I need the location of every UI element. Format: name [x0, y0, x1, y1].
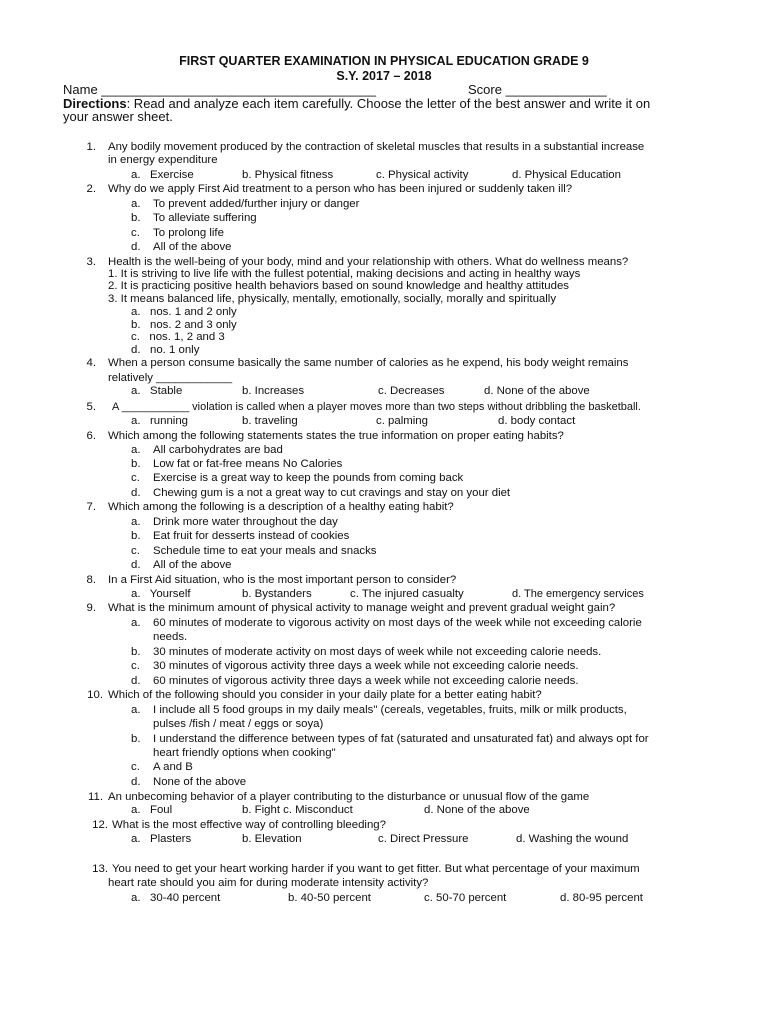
question-text: relatively ____________	[108, 372, 233, 384]
question-number: 1.	[86, 141, 96, 153]
option-d-letter: d.	[131, 559, 141, 571]
option-b: b. Increases	[242, 385, 305, 397]
option-d: d. The emergency services	[512, 588, 644, 600]
option-d: d. no. 1 only	[131, 344, 200, 356]
option-a: a. 30-40 percent	[131, 892, 221, 904]
option-d-letter: d.	[131, 241, 141, 253]
question-text: Which among the following is a description of a healthy eating habit?	[108, 501, 454, 513]
option-c: To prolong life	[153, 227, 224, 239]
question-number: 9.	[86, 602, 96, 614]
option-c: c. The injured casualty	[350, 588, 464, 600]
option-c: 30 minutes of vigorous activity three days a week while not exceeding calorie needs.	[153, 660, 579, 672]
option-b: Low fat or fat-free means No Calories	[153, 458, 343, 470]
option-d: All of the above	[153, 559, 232, 571]
option-a: Drink more water throughout the day	[153, 516, 338, 528]
option-b: To alleviate suffering	[153, 212, 257, 224]
option-a: To prevent added/further injury or danger	[153, 198, 360, 210]
option-c-letter: c.	[131, 761, 140, 773]
option-d: d. Washing the wound	[516, 833, 629, 845]
question-text: What is the most effective way of controlling bleeding?	[112, 819, 386, 831]
directions-text: : Read and analyze each item carefully. Choose the letter of the best answer and write it on	[126, 96, 651, 111]
option-a: a. Plasters	[131, 833, 192, 845]
option-b: b. nos. 2 and 3 only	[131, 319, 237, 331]
question-number: 12.	[92, 819, 108, 831]
option-d: d. None of the above	[484, 385, 590, 397]
option-b: b. Bystanders	[242, 588, 312, 600]
option-d: d. None of the above	[424, 804, 530, 816]
school-year: S.Y. 2017 – 2018	[336, 69, 432, 83]
option-a-cont: pulses /fish / meat / eggs or soya)	[153, 718, 324, 730]
option-b: b. Physical fitness	[242, 169, 334, 181]
question-text: Health is the well-being of your body, mind and your relationship with others. What do wellness means?	[108, 256, 629, 268]
option-d: d. Physical Education	[512, 169, 621, 181]
option-b: b. traveling	[242, 415, 298, 427]
statement-3: 3. It means balanced life, physically, mentally, emotionally, socially, morally and spiritually	[108, 293, 557, 305]
option-b-letter: b.	[131, 733, 141, 745]
option-d: 60 minutes of vigorous activity three days a week while not exceeding calorie needs.	[153, 675, 579, 687]
option-c: Schedule time to eat your meals and snacks	[153, 545, 377, 557]
question-text: A ___________ violation is called when a player moves more than two steps without dribbling the basketball.	[112, 401, 641, 413]
question-text: An unbecoming behavior of a player contributing to the disturbance or unusual flow of the game	[108, 791, 590, 803]
question-text: What is the minimum amount of physical activity to manage weight and prevent gradual weight gain?	[108, 602, 616, 614]
option-d: All of the above	[153, 241, 232, 253]
option-b-cont: heart friendly options when cooking"	[153, 747, 336, 759]
question-number: 11.	[88, 791, 103, 803]
question-text: In a First Aid situation, who is the most important person to consider?	[108, 574, 457, 586]
option-d: d. body contact	[498, 415, 576, 427]
statement-1: 1. It is striving to live life with the fullest potential, making decisions and acting in healthy ways	[108, 268, 581, 280]
question-number: 10.	[87, 689, 103, 701]
option-c: c. Direct Pressure	[378, 833, 469, 845]
statement-2: 2. It is practicing positive health behaviors based on sound knowledge and healthy attitudes	[108, 280, 569, 292]
option-d-letter: d.	[131, 776, 141, 788]
option-c: c. nos. 1, 2 and 3	[131, 331, 225, 343]
question-text: Which of the following should you consider in your daily plate for a better eating habit?	[108, 689, 542, 701]
option-c: c. Physical activity	[376, 169, 469, 181]
option-a-letter: a.	[131, 444, 141, 456]
option-b: 30 minutes of moderate activity on most days of week while not exceeding calorie needs.	[153, 646, 602, 658]
option-c: c. palming	[376, 415, 428, 427]
option-b: b. 40-50 percent	[288, 892, 371, 904]
question-text: When a person consume basically the same number of calories as he expend, his body weight remains	[108, 357, 629, 369]
option-c-letter: c.	[131, 660, 140, 672]
exam-title: FIRST QUARTER EXAMINATION IN PHYSICAL EDUCATION GRADE 9	[179, 54, 589, 68]
option-c-letter: c.	[131, 472, 140, 484]
option-c-letter: c.	[131, 227, 140, 239]
question-number: 5.	[86, 401, 96, 413]
option-a-cont: needs.	[153, 631, 188, 643]
option-a: 60 minutes of moderate to vigorous activity on most days of the week while not exceeding calorie	[153, 617, 642, 629]
option-d: None of the above	[153, 776, 247, 788]
option-c-letter: c.	[131, 545, 140, 557]
directions-text-2: your answer sheet.	[63, 109, 173, 124]
option-c: A and B	[153, 761, 193, 773]
option-d-letter: d.	[131, 487, 141, 499]
score-field: Score ______________	[468, 82, 607, 97]
question-text: Which among the following statements states the true information on proper eating habits?	[108, 430, 564, 442]
question-text: You need to get your heart working harder if you want to get fitter. But what percentage of your maximum	[112, 863, 640, 875]
option-a: I include all 5 food groups in my daily meals" (cereals, vegetables, fruits, milk or milk products,	[153, 704, 627, 716]
question-text: in energy expenditure	[108, 154, 218, 166]
question-text: Any bodily movement produced by the contraction of skeletal muscles that results in a substantial increase	[108, 141, 645, 153]
option-b: Eat fruit for desserts instead of cookies	[153, 530, 350, 542]
option-a: a. Stable	[131, 385, 183, 397]
option-a: a. running	[131, 415, 188, 427]
option-c: c. 50-70 percent	[424, 892, 507, 904]
option-a: a. nos. 1 and 2 only	[131, 306, 237, 318]
question-text: heart rate should you aim for during moderate intensity activity?	[108, 877, 429, 889]
question-text: Why do we apply First Aid treatment to a person who has been injured or suddenly taken ill?	[108, 183, 573, 195]
question-number: 6.	[86, 430, 96, 442]
question-number: 2.	[86, 183, 96, 195]
option-d-letter: d.	[131, 675, 141, 687]
option-b-letter: b.	[131, 458, 141, 470]
option-c: c. Decreases	[378, 385, 445, 397]
option-a-letter: a.	[131, 617, 141, 629]
option-a: a. Exercise	[131, 169, 194, 181]
question-number: 8.	[86, 574, 96, 586]
option-a: All carbohydrates are bad	[153, 444, 283, 456]
question-number: 13.	[92, 863, 108, 875]
option-b: I understand the difference between types of fat (saturated and unsaturated fat) and always opt for	[153, 733, 649, 745]
option-a: a. Yourself	[131, 588, 191, 600]
option-b-letter: b.	[131, 646, 141, 658]
option-a-letter: a.	[131, 516, 141, 528]
option-b: b. Fight c. Misconduct	[242, 804, 353, 816]
question-number: 3.	[86, 256, 96, 268]
option-d: d. 80-95 percent	[560, 892, 643, 904]
option-b-letter: b.	[131, 212, 141, 224]
option-b-letter: b.	[131, 530, 141, 542]
directions-label: Directions	[63, 96, 127, 111]
option-a-letter: a.	[131, 704, 141, 716]
option-b: b. Elevation	[242, 833, 302, 845]
question-number: 4.	[86, 357, 96, 369]
option-c: Exercise is a great way to keep the pounds from coming back	[153, 472, 464, 484]
option-a: a. Foul	[131, 804, 173, 816]
option-d: Chewing gum is a not a great way to cut cravings and stay on your diet	[153, 487, 511, 499]
option-a-letter: a.	[131, 198, 141, 210]
question-number: 7.	[86, 501, 96, 513]
name-field: Name ______________________________________	[63, 82, 377, 97]
